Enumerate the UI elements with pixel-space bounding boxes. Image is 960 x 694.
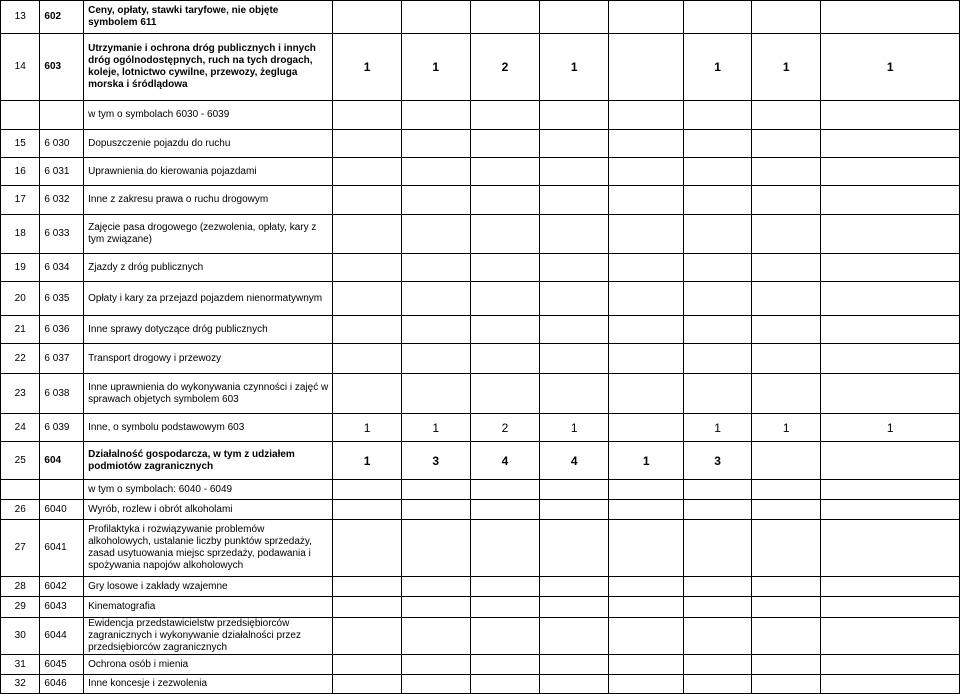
value-cell	[752, 618, 821, 655]
value-cell	[470, 1, 539, 34]
value-cell	[821, 215, 960, 254]
value-cell	[609, 520, 684, 577]
value-cell	[683, 186, 751, 215]
value-cell	[333, 282, 401, 316]
value-cell: 4	[470, 442, 539, 480]
value-cell	[821, 655, 960, 675]
value-cell	[752, 500, 821, 520]
symbol-cell: 6045	[40, 655, 84, 675]
value-cell	[401, 130, 470, 158]
value-cell	[540, 186, 609, 215]
row-number: 18	[1, 215, 40, 254]
table-row	[1, 130, 960, 158]
table-row	[1, 597, 960, 618]
table-row	[1, 675, 960, 694]
value-cell	[609, 254, 684, 282]
value-cell	[333, 520, 401, 577]
table-row	[1, 34, 960, 101]
value-cell	[821, 597, 960, 618]
symbol-cell: 6 039	[40, 414, 84, 442]
value-cell	[683, 597, 751, 618]
value-cell: 1	[333, 34, 401, 101]
value-cell	[333, 344, 401, 374]
value-cell	[609, 1, 684, 34]
table-row	[1, 414, 960, 442]
value-cell	[470, 597, 539, 618]
value-cell	[540, 675, 609, 694]
table-row	[1, 215, 960, 254]
value-cell	[333, 597, 401, 618]
value-cell	[333, 316, 401, 344]
value-cell	[752, 374, 821, 414]
value-cell	[470, 215, 539, 254]
value-cell: 1	[401, 34, 470, 101]
description-cell: Inne sprawy dotyczące dróg publicznych	[84, 316, 333, 344]
row-number: 25	[1, 442, 40, 480]
value-cell	[609, 34, 684, 101]
row-number: 27	[1, 520, 40, 577]
table-row	[1, 101, 960, 130]
value-cell	[609, 577, 684, 597]
table-row	[1, 442, 960, 480]
value-cell	[470, 130, 539, 158]
value-cell	[821, 101, 960, 130]
value-cell	[540, 344, 609, 374]
value-cell	[401, 344, 470, 374]
table-row	[1, 282, 960, 316]
value-cell	[821, 1, 960, 34]
value-cell	[401, 186, 470, 215]
description-cell: Transport drogowy i przewozy	[84, 344, 333, 374]
value-cell: 1	[609, 442, 684, 480]
value-cell	[470, 577, 539, 597]
value-cell	[752, 344, 821, 374]
value-cell	[683, 158, 751, 186]
symbol-cell: 6043	[40, 597, 84, 618]
value-cell	[470, 158, 539, 186]
row-number: 16	[1, 158, 40, 186]
description-cell: Wyrób, rozlew i obrót alkoholami	[84, 500, 333, 520]
value-cell	[821, 675, 960, 694]
value-cell	[752, 316, 821, 344]
value-cell	[333, 254, 401, 282]
value-cell	[609, 101, 684, 130]
value-cell	[683, 480, 751, 500]
value-cell	[401, 282, 470, 316]
value-cell	[683, 215, 751, 254]
value-cell: 3	[401, 442, 470, 480]
description-cell: Profilaktyka i rozwiązywanie problemów alkoholowych, ustalanie liczby punktów sprzedaży, zasad usytuowania miejsc sprzedaży, podawania i spożywania napojów alkoholowych	[84, 520, 333, 577]
value-cell	[470, 186, 539, 215]
table-row	[1, 158, 960, 186]
value-cell	[821, 618, 960, 655]
value-cell	[401, 101, 470, 130]
table-row	[1, 1, 960, 34]
value-cell	[401, 480, 470, 500]
value-cell	[683, 675, 751, 694]
description-cell: Opłaty i kary za przejazd pojazdem nienormatywnym	[84, 282, 333, 316]
value-cell: 1	[683, 34, 751, 101]
value-cell	[821, 254, 960, 282]
value-cell: 2	[470, 414, 539, 442]
value-cell	[752, 655, 821, 675]
description-cell: Uprawnienia do kierowania pojazdami	[84, 158, 333, 186]
value-cell	[333, 130, 401, 158]
value-cell	[609, 675, 684, 694]
table-row	[1, 374, 960, 414]
value-cell: 1	[821, 34, 960, 101]
value-cell	[683, 130, 751, 158]
value-cell	[401, 500, 470, 520]
value-cell	[683, 520, 751, 577]
row-number: 22	[1, 344, 40, 374]
table-row	[1, 480, 960, 500]
table-row	[1, 344, 960, 374]
row-number	[1, 101, 40, 130]
value-cell	[683, 344, 751, 374]
value-cell	[752, 442, 821, 480]
value-cell: 1	[333, 442, 401, 480]
description-cell: Działalność gospodarcza, w tym z udziałem podmiotów zagranicznych	[84, 442, 333, 480]
value-cell	[333, 480, 401, 500]
value-cell	[609, 480, 684, 500]
row-number: 26	[1, 500, 40, 520]
value-cell	[683, 282, 751, 316]
value-cell	[540, 130, 609, 158]
description-cell: Gry losowe i zakłady wzajemne	[84, 577, 333, 597]
value-cell	[609, 130, 684, 158]
value-cell	[609, 500, 684, 520]
value-cell	[609, 316, 684, 344]
value-cell	[333, 374, 401, 414]
value-cell	[540, 618, 609, 655]
row-number	[1, 480, 40, 500]
value-cell	[470, 675, 539, 694]
value-cell	[609, 374, 684, 414]
value-cell: 4	[540, 442, 609, 480]
value-cell: 1	[401, 414, 470, 442]
symbol-cell: 6 031	[40, 158, 84, 186]
description-cell: Zajęcie pasa drogowego (zezwolenia, opłaty, kary z tym związane)	[84, 215, 333, 254]
value-cell	[752, 186, 821, 215]
value-cell	[609, 344, 684, 374]
value-cell	[540, 500, 609, 520]
symbol-cell: 6 033	[40, 215, 84, 254]
value-cell	[401, 215, 470, 254]
symbol-cell: 6041	[40, 520, 84, 577]
value-cell	[683, 254, 751, 282]
value-cell	[470, 282, 539, 316]
description-cell: Inne z zakresu prawa o ruchu drogowym	[84, 186, 333, 215]
value-cell	[540, 215, 609, 254]
table-row	[1, 186, 960, 215]
row-number: 17	[1, 186, 40, 215]
description-cell: Ewidencja przedstawicielstw przedsiębiorców zagranicznych i wykonywanie działalności przez przedsiębiorców zagranicznych	[84, 618, 333, 655]
value-cell: 3	[683, 442, 751, 480]
value-cell	[609, 282, 684, 316]
description-cell: Ochrona osób i mienia	[84, 655, 333, 675]
row-number: 32	[1, 675, 40, 694]
value-cell	[333, 186, 401, 215]
symbol-cell: 6 032	[40, 186, 84, 215]
value-cell	[821, 282, 960, 316]
value-cell	[683, 374, 751, 414]
value-cell	[540, 480, 609, 500]
description-cell: Inne, o symbolu podstawowym 603	[84, 414, 333, 442]
value-cell	[683, 101, 751, 130]
value-cell	[470, 254, 539, 282]
value-cell	[470, 618, 539, 655]
value-cell	[540, 158, 609, 186]
value-cell	[333, 101, 401, 130]
value-cell	[683, 655, 751, 675]
table-row	[1, 618, 960, 655]
value-cell	[470, 480, 539, 500]
value-cell	[683, 618, 751, 655]
symbol-cell: 604	[40, 442, 84, 480]
value-cell	[401, 618, 470, 655]
value-cell	[470, 520, 539, 577]
symbol-cell	[40, 480, 84, 500]
symbol-cell: 603	[40, 34, 84, 101]
value-cell	[540, 520, 609, 577]
row-number: 29	[1, 597, 40, 618]
value-cell	[821, 344, 960, 374]
value-cell: 1	[821, 414, 960, 442]
table-row	[1, 520, 960, 577]
value-cell	[470, 500, 539, 520]
symbol-cell	[40, 101, 84, 130]
value-cell	[821, 130, 960, 158]
value-cell	[540, 316, 609, 344]
value-cell	[333, 577, 401, 597]
value-cell	[540, 374, 609, 414]
value-cell: 1	[752, 414, 821, 442]
value-cell	[401, 316, 470, 344]
description-cell: Inne uprawnienia do wykonywania czynności i zajęć w sprawach objetych symbolem 603	[84, 374, 333, 414]
value-cell	[540, 655, 609, 675]
value-cell	[333, 158, 401, 186]
row-number: 31	[1, 655, 40, 675]
value-cell	[683, 577, 751, 597]
value-cell	[752, 158, 821, 186]
value-cell	[401, 520, 470, 577]
value-cell	[540, 597, 609, 618]
symbol-cell: 6 038	[40, 374, 84, 414]
value-cell	[540, 282, 609, 316]
value-cell	[821, 520, 960, 577]
value-cell	[821, 480, 960, 500]
value-cell	[540, 1, 609, 34]
value-cell	[752, 1, 821, 34]
description-cell: w tym o symbolach 6030 - 6039	[84, 101, 333, 130]
row-number: 19	[1, 254, 40, 282]
row-number: 20	[1, 282, 40, 316]
value-cell: 1	[752, 34, 821, 101]
symbol-cell: 6 030	[40, 130, 84, 158]
value-cell	[821, 158, 960, 186]
value-cell	[540, 577, 609, 597]
value-cell	[333, 675, 401, 694]
value-cell	[683, 1, 751, 34]
value-cell	[821, 186, 960, 215]
value-cell	[609, 655, 684, 675]
value-cell	[333, 215, 401, 254]
symbol-cell: 602	[40, 1, 84, 34]
value-cell	[333, 1, 401, 34]
table-row	[1, 254, 960, 282]
value-cell	[752, 480, 821, 500]
value-cell	[821, 577, 960, 597]
value-cell	[609, 158, 684, 186]
value-cell	[470, 655, 539, 675]
value-cell	[401, 655, 470, 675]
value-cell: 1	[333, 414, 401, 442]
value-cell	[609, 215, 684, 254]
symbol-cell: 6040	[40, 500, 84, 520]
value-cell	[752, 101, 821, 130]
description-cell: w tym o symbolach: 6040 - 6049	[84, 480, 333, 500]
value-cell	[401, 374, 470, 414]
value-cell	[752, 215, 821, 254]
value-cell	[333, 618, 401, 655]
symbol-cell: 6044	[40, 618, 84, 655]
symbol-cell: 6 036	[40, 316, 84, 344]
description-cell: Inne koncesje i zezwolenia	[84, 675, 333, 694]
value-cell	[401, 158, 470, 186]
value-cell	[821, 500, 960, 520]
value-cell	[752, 254, 821, 282]
value-cell	[609, 618, 684, 655]
row-number: 30	[1, 618, 40, 655]
table-row	[1, 500, 960, 520]
description-cell: Ceny, opłaty, stawki taryfowe, nie objęte symbolem 611	[84, 1, 333, 34]
value-cell	[683, 316, 751, 344]
value-cell	[752, 282, 821, 316]
value-cell	[470, 374, 539, 414]
row-number: 14	[1, 34, 40, 101]
row-number: 21	[1, 316, 40, 344]
description-cell: Dopuszczenie pojazdu do ruchu	[84, 130, 333, 158]
row-number: 24	[1, 414, 40, 442]
value-cell	[752, 520, 821, 577]
value-cell	[333, 655, 401, 675]
value-cell	[540, 101, 609, 130]
row-number: 15	[1, 130, 40, 158]
symbol-cell: 6042	[40, 577, 84, 597]
value-cell	[401, 1, 470, 34]
table-row	[1, 316, 960, 344]
value-cell	[609, 186, 684, 215]
value-cell	[609, 414, 684, 442]
value-cell	[401, 675, 470, 694]
value-cell: 2	[470, 34, 539, 101]
symbol-cell: 6 034	[40, 254, 84, 282]
value-cell	[821, 374, 960, 414]
value-cell: 1	[683, 414, 751, 442]
value-cell	[821, 442, 960, 480]
row-number: 13	[1, 1, 40, 34]
value-cell	[609, 597, 684, 618]
description-cell: Utrzymanie i ochrona dróg publicznych i innych dróg ogólnodostępnych, ruch na tych drogach, koleje, lotnictwo cywilne, przewozy, żegluga morska i śródlądowa	[84, 34, 333, 101]
value-cell	[752, 577, 821, 597]
description-cell: Zjazdy z dróg publicznych	[84, 254, 333, 282]
value-cell	[540, 254, 609, 282]
value-cell	[821, 316, 960, 344]
value-cell	[752, 130, 821, 158]
value-cell	[401, 577, 470, 597]
value-cell	[752, 675, 821, 694]
value-cell: 1	[540, 34, 609, 101]
value-cell	[401, 254, 470, 282]
table-row	[1, 655, 960, 675]
symbol-cell: 6 035	[40, 282, 84, 316]
table-row	[1, 577, 960, 597]
symbol-cell: 6 037	[40, 344, 84, 374]
value-cell	[333, 500, 401, 520]
symbol-cell: 6046	[40, 675, 84, 694]
value-cell	[683, 500, 751, 520]
row-number: 28	[1, 577, 40, 597]
value-cell	[470, 101, 539, 130]
value-cell	[401, 597, 470, 618]
row-number: 23	[1, 374, 40, 414]
value-cell	[470, 344, 539, 374]
description-cell: Kinematografia	[84, 597, 333, 618]
value-cell	[470, 316, 539, 344]
table-body	[1, 1, 960, 694]
value-cell	[752, 597, 821, 618]
value-cell: 1	[540, 414, 609, 442]
